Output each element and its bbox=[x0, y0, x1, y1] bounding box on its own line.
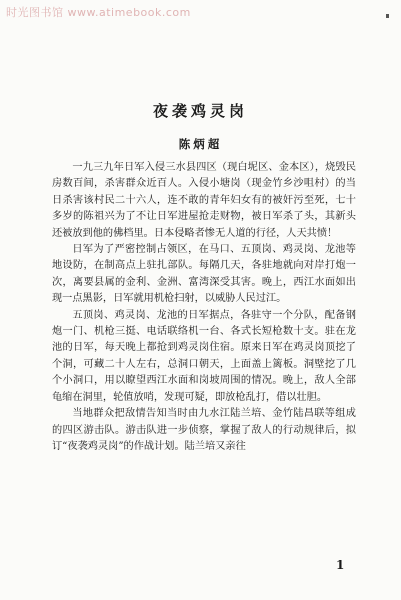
page-number: 1 bbox=[336, 558, 345, 572]
paragraph: 日军为了严密控制占领区，在马口、五顶岗、鸡灵岗、龙池等地设防，在制高点上驻扎部队。每隔几天，各驻地就向对岸打炮一次，离要县属的金利、金洲、富湾深受其害。晚上，西江水面如出现一点黑影，日军就用机枪扫射，以威胁人民过江。 bbox=[52, 244, 356, 305]
watermark: 时光图书馆 www.atimebook.com bbox=[6, 6, 191, 19]
scan-mark bbox=[386, 14, 389, 18]
paragraph: 五顶岗、鸡灵岗、龙池的日军据点，各驻守一个分队，配备钢炮一门、机枪三挺、电话联络机一台、各式长短枪数十支。驻在龙池的日军，每天晚上都抢到鸡灵岗住宿。原来日军在鸡灵岗顶挖了个洞，可藏二十人左右，总洞口朝天，上面盖上篱板。洞壁挖了几个小洞口，用以瞭望西江水面和岗坡周围的情况。晚上，敌人全部龟缩在洞里，轮值放哨，发现可疑，即放枪乱打，借以壮胆。 bbox=[52, 309, 356, 403]
paragraph: 一九三九年日军入侵三水县四区（现白坭区、金本区），烧毁民房数百间，杀害群众近百人。入侵小塘岗（现金竹乡沙咀村）的当日杀害该村民二十六人，连不敢的青年妇女有的被奸污至死，七十多岁的陈祖兴为了不让日军进屋抢走财物，被日军杀了头，其新头还被放到他的佛档里。日本侵略者惨无人道的行径，人天共愤！ bbox=[52, 162, 356, 239]
page-title: 夜袭鸡灵岗 bbox=[152, 102, 248, 120]
author-name: 陈炳超 bbox=[178, 137, 223, 151]
article-body bbox=[52, 160, 356, 455]
paragraph: 当地群众把敌情告知当时由九水江陆兰培、金竹陆昌联等组成的四区游击队。游击队进一步侦察，掌握了敌人的行动规律后，拟订“夜袭鸡灵岗”的作战计划。陆兰培又亲往 bbox=[52, 408, 356, 452]
